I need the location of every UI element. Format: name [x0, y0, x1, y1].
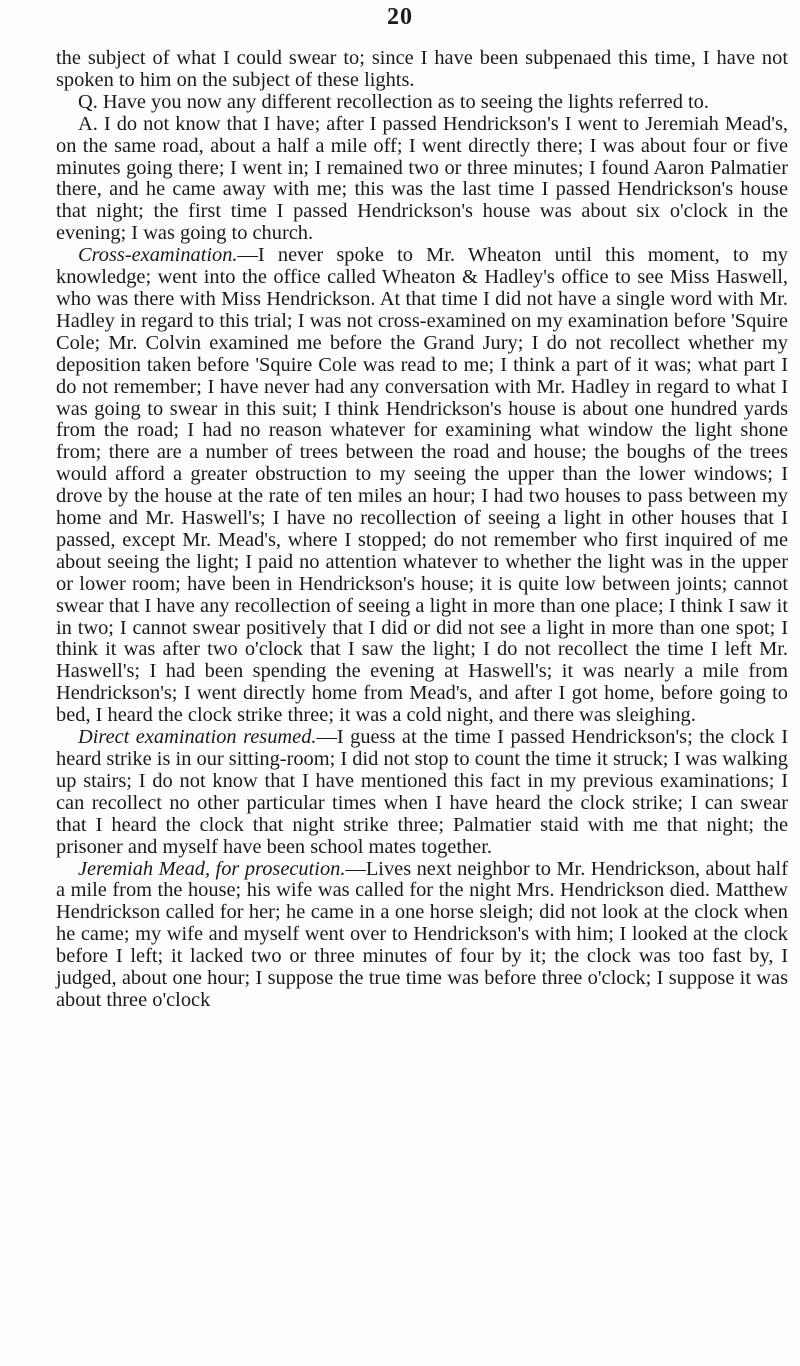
paragraph-text: —Lives next neighbor to Mr. Hendrickson, about half a mile from the house; his wife was called for the night Mrs. Hendrickson died. Matthew Hendrickson called for her; he came in a one horse sleigh; did not look at the clock when he came; my wife and myself went over to Hendrickson's with him; I looked at the clock before I left; it lacked two or three minutes of four by it; the clock was too fast by, I judged, about one hour; I suppose the true time was before three o'clock; I suppose it was about three o'clock	[56, 857, 788, 1011]
document-body	[56, 48, 788, 1012]
paragraph-text: —I guess at the time I passed Hendrickson's; the clock I heard strike is in our sitting-room; I did not stop to count the time it struck; I was walking up stairs; I do not know that I have mentioned this fact in my previous examinations; I can recollect no other particular times when I have heard the clock strike; I can swear that I heard the clock that night strike three; Palmatier staid with me that night; the prisoner and myself have been school mates together.	[56, 726, 788, 858]
paragraph-cross-examination	[56, 245, 788, 727]
page-number: 20	[387, 4, 413, 30]
paragraph-text: —I never spoke to Mr. Wheaton until this moment, to my knowledge; went into the office called Wheaton & Hadley's office to see Miss Haswell, who was there with Miss Hendrickson. At that time I did not have a single word with Mr. Hadley in regard to this trial; I was not cross-examined on my examination before 'Squire Cole; Mr. Colvin examined me before the Grand Jury; I do not recollect whether my deposition taken before 'Squire Cole was read to me; I think a part of it was; what part I do not remember; I have never had any conversation with Mr. Hadley in regard to what I was going to swear in this suit; I think Hendrickson's house is about one hundred yards from the road; I had no reason whatever for examining what window the light shone from; there are a number of trees between the road and house; the boughs of the trees would afford a greater obstruction to my seeing the upper than the lower windows; I drove by the house at the rate of ten miles an hour; I had two houses to pass between my home and Mr. Haswell's; I have no recollection of seeing a light in other houses that I passed, except Mr. Mead's, where I stopped; do not remember who first inquired of me about seeing the light; I paid no attention whatever to whether the light was in the upper or lower room; have been in Hendrickson's house; it is quite low between joints; cannot swear that I have any recollection of seeing a light in more than one place; I think I saw it in two; I cannot swear positively that I did or did not see a light in more than one spot; I think it was after two o'clock that I saw the light; I do not recollect the time I left Mr. Haswell's; I had been spending the evening at Haswell's; it was nearly a mile from Hendrickson's; I went directly home from Mead's, and after I got home, before going to bed, I heard the clock strike three; it was a cold night, and there was sleighing.	[56, 244, 788, 727]
paragraph-text: Q. Have you now any different recollection as to seeing the lights referred to.	[78, 90, 709, 113]
paragraph-text: A. I do not know that I have; after I passed Hendrickson's I went to Jeremiah Mead's, on the same road, about a half a mile off; I went directly there; I was about four or five minutes going there; I went in; I remained two or three minutes; I found Aaron Palmatier there, and he came away with me; this was the last time I passed Hendrickson's house that night; the first time I passed Hendrickson's house was about six o'clock in the evening; I was going to church.	[56, 112, 788, 245]
paragraph-witness-mead	[56, 859, 788, 1012]
paragraph-question	[56, 92, 788, 114]
paragraph-direct-examination	[56, 727, 788, 858]
paragraph-continuation	[56, 48, 788, 92]
section-heading: Cross-examination.	[78, 244, 238, 267]
paragraph-answer	[56, 114, 788, 245]
paragraph-text: the subject of what I could swear to; since I have been subpenaed this time, I have not spoken to him on the subject of these lights.	[56, 47, 788, 91]
section-heading: Jeremiah Mead, for prosecution.	[78, 857, 346, 880]
section-heading: Direct examination resumed.	[78, 726, 317, 749]
